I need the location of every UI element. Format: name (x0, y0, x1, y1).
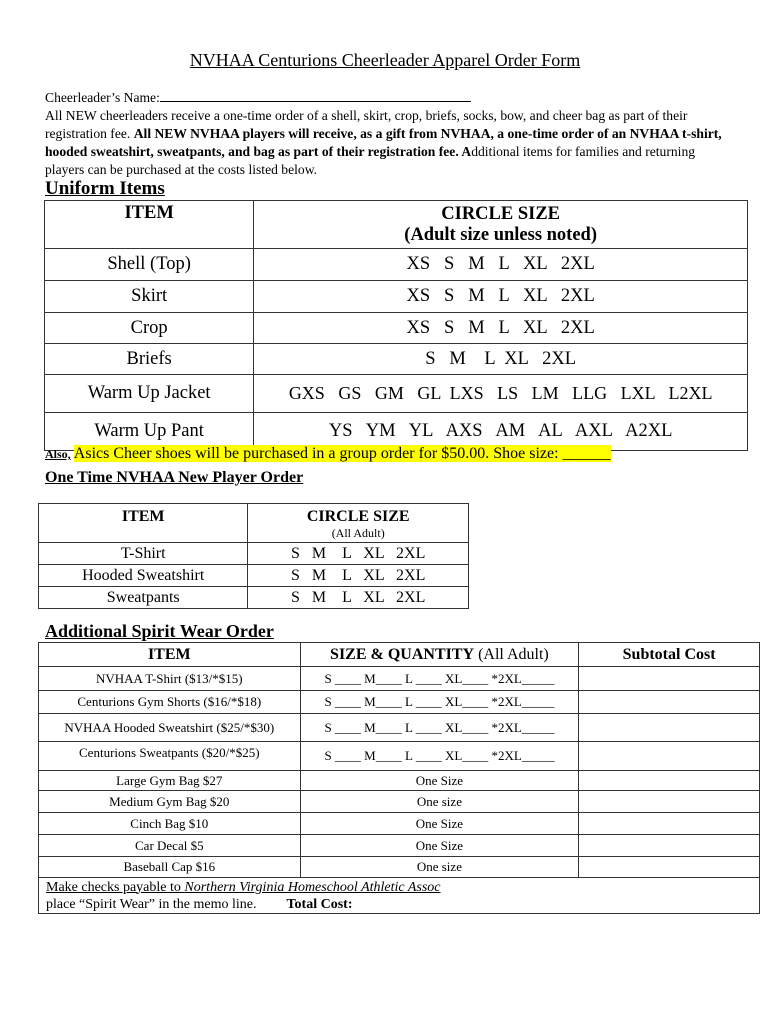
spirit-subtotal-field[interactable] (579, 691, 760, 714)
new-player-col-size-label: CIRCLE SIZE (306, 508, 410, 525)
spirit-col-size (300, 643, 579, 667)
new-player-sizes[interactable]: S M L XL 2XL (248, 543, 469, 565)
spirit-size-qty[interactable]: S ____ M____ L ____ XL____ *2XL_____ (300, 714, 579, 742)
spirit-size-qty: One Size (300, 771, 579, 791)
table-row (39, 714, 760, 742)
new-player-col-item: ITEM (39, 504, 248, 543)
spirit-item: Centurions Sweatpants ($20/*$25) (39, 742, 301, 771)
spirit-subtotal-field[interactable] (579, 742, 760, 771)
uniform-sizes[interactable]: XS S M L XL 2XL (254, 249, 748, 281)
uniform-table (44, 200, 748, 451)
spirit-subtotal-field[interactable] (579, 667, 760, 691)
intro-paragraph-1: All NEW cheerleaders receive a one-time order of a shell, skirt, crop, briefs, socks, bow, and cheer bag as part of their registration fee. (45, 108, 688, 141)
spirit-subtotal-field[interactable] (579, 857, 760, 878)
spirit-subtotal-field[interactable] (579, 791, 760, 813)
also-label: Also, (45, 447, 71, 461)
total-cost-label: Total Cost: (286, 896, 353, 912)
spirit-subtotal-field[interactable] (579, 714, 760, 742)
table-row (39, 742, 760, 771)
uniform-sizes[interactable]: XS S M L XL 2XL (254, 281, 748, 313)
new-player-item: Hooded Sweatshirt (39, 565, 248, 587)
uniform-sizes[interactable]: YS YM YL AXS AM AL AXL A2XL (254, 413, 748, 451)
table-row (45, 281, 748, 313)
cheerleader-name-field[interactable] (160, 89, 471, 102)
spirit-header-row (39, 643, 760, 667)
shoe-order-text[interactable]: Asics Cheer shoes will be purchased in a group order for $50.00. Shoe size: ______ (73, 445, 611, 462)
spirit-col-size-note: (All Adult) (478, 645, 549, 663)
cheerleader-name-row (45, 89, 735, 107)
spirit-size-qty[interactable]: S ____ M____ L ____ XL____ *2XL_____ (300, 691, 579, 714)
spirit-table (38, 642, 760, 914)
new-player-table (38, 503, 469, 609)
spirit-subtotal-field[interactable] (579, 771, 760, 791)
table-row (39, 691, 760, 714)
table-row (39, 543, 469, 565)
uniform-item: Warm Up Pant (45, 413, 254, 451)
uniform-heading: Uniform Items (45, 178, 165, 199)
uniform-item: Shell (Top) (45, 249, 254, 281)
cheerleader-name-label: Cheerleader’s Name: (45, 90, 160, 105)
uniform-item: Crop (45, 313, 254, 344)
spirit-size-qty: One Size (300, 835, 579, 857)
spirit-col-item: ITEM (39, 643, 301, 667)
uniform-item: Skirt (45, 281, 254, 313)
new-player-col-size (248, 504, 469, 543)
spirit-size-qty: One Size (300, 813, 579, 835)
intro-text (45, 89, 735, 179)
spirit-item: Large Gym Bag $27 (39, 771, 301, 791)
spirit-size-qty[interactable]: S ____ M____ L ____ XL____ *2XL_____ (300, 667, 579, 691)
spirit-size-qty[interactable]: S ____ M____ L ____ XL____ *2XL_____ (300, 742, 579, 771)
spirit-footer (39, 878, 760, 914)
table-row (39, 813, 760, 835)
intro-paragraph-3: dditional items for families and returning players can be purchased at the costs listed below. (45, 144, 696, 177)
table-row (39, 857, 760, 878)
spirit-item: Cinch Bag $10 (39, 813, 301, 835)
new-player-item: T-Shirt (39, 543, 248, 565)
table-row (45, 344, 748, 375)
spirit-size-qty: One size (300, 857, 579, 878)
new-player-item: Sweatpants (39, 587, 248, 609)
spirit-size-qty: One size (300, 791, 579, 813)
payable-label: Make checks payable to (46, 879, 185, 895)
uniform-col-size-line2: (Adult size unless noted) (404, 224, 598, 245)
spirit-footer-row (39, 878, 760, 914)
spirit-item: Centurions Gym Shorts ($16/*$18) (39, 691, 301, 714)
shoe-line (45, 445, 611, 463)
uniform-sizes[interactable]: XS S M L XL 2XL (254, 313, 748, 344)
uniform-sizes[interactable]: S M L XL 2XL (254, 344, 748, 375)
spirit-col-subtotal: Subtotal Cost (579, 643, 760, 667)
new-player-header-row (39, 504, 469, 543)
intro-paragraph-bold: All NEW NVHAA players will receive, as a gift from NVHAA, a one-time order of an NVHAA t-shirt, hooded sweatshirt, sweatpants, and bag as part of their registration fee. A (45, 126, 722, 159)
uniform-item: Warm Up Jacket (45, 375, 254, 413)
spirit-item: Car Decal $5 (39, 835, 301, 857)
table-row (39, 587, 469, 609)
new-player-sizes[interactable]: S M L XL 2XL (248, 565, 469, 587)
spirit-item: NVHAA Hooded Sweatshirt ($25/*$30) (39, 714, 301, 742)
memo-line (46, 896, 759, 913)
uniform-col-size-line1: CIRCLE SIZE (441, 203, 561, 224)
memo-instruction: place “Spirit Wear” in the memo line. (46, 896, 257, 912)
new-player-sizes[interactable]: S M L XL 2XL (248, 587, 469, 609)
uniform-sizes[interactable]: GXS GS GM GL LXS LS LM LLG LXL L2XL (254, 375, 748, 413)
new-player-col-size-note: (All Adult) (331, 526, 385, 540)
spirit-item: Medium Gym Bag $20 (39, 791, 301, 813)
table-row (39, 791, 760, 813)
table-row (39, 835, 760, 857)
table-row (39, 667, 760, 691)
new-player-heading: One Time NVHAA New Player Order (45, 469, 304, 486)
spirit-item: NVHAA T-Shirt ($13/*$15) (39, 667, 301, 691)
payable-line (46, 879, 759, 896)
spirit-col-size-label: SIZE & QUANTITY (330, 645, 475, 663)
spirit-heading: Additional Spirit Wear Order (45, 621, 274, 641)
table-row (39, 565, 469, 587)
spirit-item: Baseball Cap $16 (39, 857, 301, 878)
spirit-subtotal-field[interactable] (579, 813, 760, 835)
payee-name: Northern Virginia Homeschool Athletic Assoc (184, 879, 441, 895)
uniform-col-item: ITEM (45, 201, 254, 249)
uniform-item: Briefs (45, 344, 254, 375)
uniform-header-row (45, 201, 748, 249)
form-title: NVHAA Centurions Cheerleader Apparel Order Form (189, 50, 581, 70)
uniform-col-size (254, 201, 748, 249)
table-row (45, 249, 748, 281)
table-row (39, 771, 760, 791)
table-row (45, 313, 748, 344)
spirit-subtotal-field[interactable] (579, 835, 760, 857)
table-row (45, 375, 748, 413)
